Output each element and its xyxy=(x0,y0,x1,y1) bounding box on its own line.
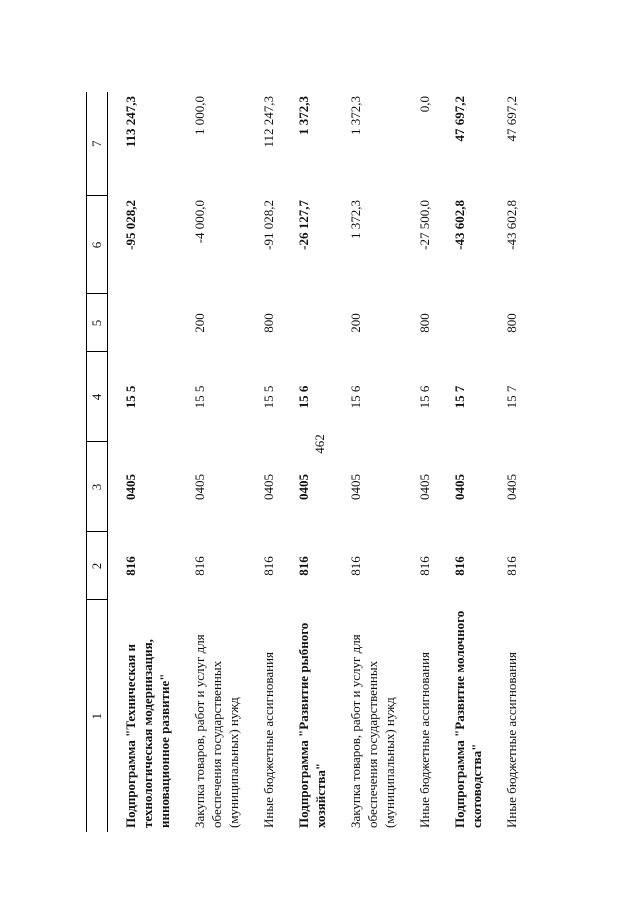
row-col4: 15 5 xyxy=(261,385,276,409)
row-col5 xyxy=(122,294,191,352)
row-name: Иные бюджетные ассигнования xyxy=(504,651,519,828)
col-header-3: 3 xyxy=(87,442,108,532)
row-col2: 816 xyxy=(417,556,432,576)
row-col7: 0,0 xyxy=(417,96,432,113)
budget-table xyxy=(86,92,538,832)
row-col6: -95 028,2 xyxy=(123,200,138,250)
table-row xyxy=(295,92,347,832)
row-col3: 0405 xyxy=(123,474,138,500)
row-col7: 47 697,2 xyxy=(504,96,519,142)
row-col6: -43 602,8 xyxy=(452,200,467,250)
col-header-7: 7 xyxy=(87,92,108,196)
row-col7: 1 000,0 xyxy=(192,96,207,135)
table-row xyxy=(347,92,416,832)
row-col4: 15 6 xyxy=(417,385,432,409)
row-name: Подпрограмма "Техническая и технологическая модернизация, инновационное развитие" xyxy=(123,639,172,828)
table-row xyxy=(503,92,538,832)
row-col2: 816 xyxy=(192,556,207,576)
row-col4: 15 7 xyxy=(452,385,467,409)
row-name: Подпрограмма "Развитие рыбного хозяйства" xyxy=(296,622,328,828)
row-col3: 0405 xyxy=(452,474,467,500)
table-row xyxy=(260,92,295,832)
row-name: Закупка товаров, работ и услуг для обеспечения государственных (муниципальных) нужд xyxy=(192,634,241,828)
row-col2: 816 xyxy=(296,556,311,576)
row-col5: 800 xyxy=(417,313,432,333)
row-col2: 816 xyxy=(261,556,276,576)
row-col3: 0405 xyxy=(192,474,207,500)
row-col6: -43 602,8 xyxy=(504,200,519,250)
col-header-2: 2 xyxy=(87,532,108,600)
col-header-5: 5 xyxy=(87,294,108,352)
table-row xyxy=(122,92,191,832)
row-col3: 0405 xyxy=(348,474,363,500)
row-name: Иные бюджетные ассигнования xyxy=(417,651,432,828)
row-col2: 816 xyxy=(452,556,467,576)
row-col7: 112 247,3 xyxy=(261,96,276,148)
table-row xyxy=(416,92,451,832)
row-col5: 200 xyxy=(348,313,363,333)
header-row xyxy=(87,92,108,832)
row-col2: 816 xyxy=(123,556,138,576)
rotated-table-container xyxy=(86,92,536,832)
row-col3: 0405 xyxy=(417,474,432,500)
row-col5: 200 xyxy=(192,313,207,333)
row-col6: 1 372,3 xyxy=(348,200,363,239)
table-body xyxy=(108,92,539,832)
row-col5 xyxy=(451,294,503,352)
col-header-4: 4 xyxy=(87,352,108,442)
row-col4: 15 7 xyxy=(504,385,519,409)
row-name: Иные бюджетные ассигнования xyxy=(261,651,276,828)
row-col5: 800 xyxy=(261,313,276,333)
col-header-1: 1 xyxy=(87,600,108,832)
row-col3: 0405 xyxy=(261,474,276,500)
row-col3: 0405 xyxy=(296,474,311,500)
row-col5: 800 xyxy=(504,313,519,333)
row-name: Закупка товаров, работ и услуг для обеспечения государственных (муниципальных) нужд xyxy=(348,634,397,828)
row-col6: -4 000,0 xyxy=(192,200,207,244)
row-col2: 816 xyxy=(348,556,363,576)
row-col7: 47 697,2 xyxy=(452,96,467,142)
table-row xyxy=(191,92,260,832)
row-col4: 15 5 xyxy=(192,385,207,409)
page-number: 462 xyxy=(312,434,327,454)
row-col3: 0405 xyxy=(504,474,519,500)
row-col6: -91 028,2 xyxy=(261,200,276,250)
table-row xyxy=(451,92,503,832)
row-col2: 816 xyxy=(504,556,519,576)
row-col7: 1 372,3 xyxy=(296,96,311,135)
row-col6: -27 500,0 xyxy=(417,200,432,250)
row-col4: 15 6 xyxy=(348,385,363,409)
row-col5 xyxy=(295,294,347,352)
row-col4: 15 5 xyxy=(123,385,138,409)
row-col4: 15 6 xyxy=(296,385,311,409)
row-col7: 1 372,3 xyxy=(348,96,363,135)
row-col6: -26 127,7 xyxy=(296,200,311,250)
row-col7: 113 247,3 xyxy=(123,96,138,148)
row-name: Подпрограмма "Развитие молочного скотоводства" xyxy=(452,610,484,828)
col-header-6: 6 xyxy=(87,196,108,294)
